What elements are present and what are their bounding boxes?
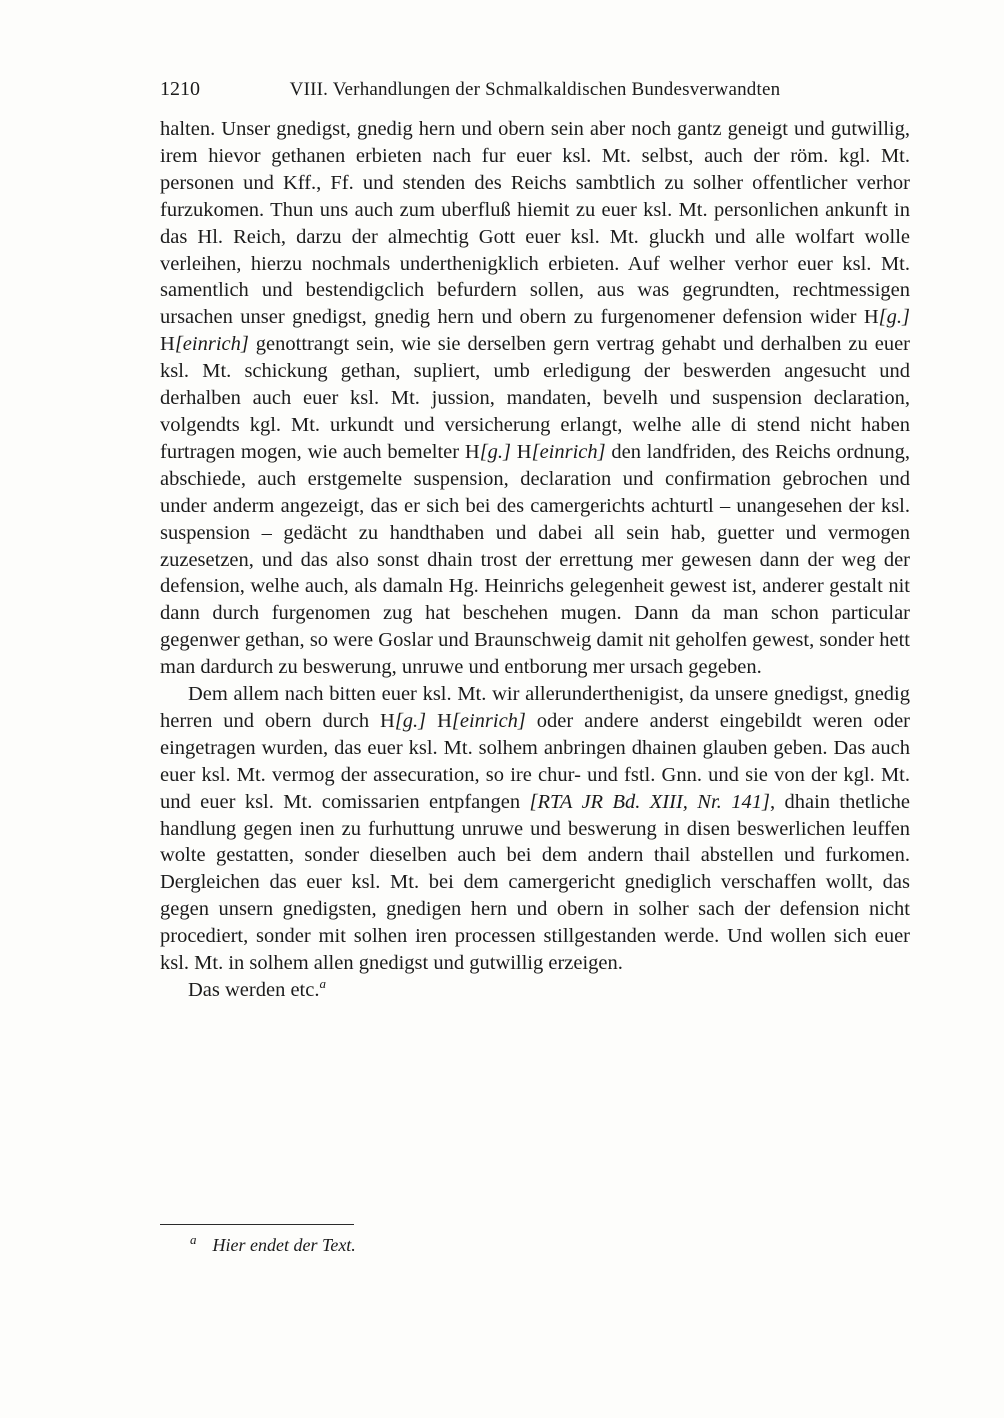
paragraph-1	[160, 116, 910, 681]
footnote-reference: a	[319, 976, 326, 992]
footnote-area	[160, 1224, 910, 1256]
text-run: Das werden etc.	[188, 979, 320, 1001]
text-run: halten. Unser gnedigst, gnedig hern und obern sein aber noch gantz geneigt und gutwillig, irem hievor gethanen erbieten nach fur euer ksl. Mt. selbst, auch der röm. kgl. Mt. personen und Kff., Ff. und stenden des Reichs sambtlich zu solher offentlicher verhor furzukomen. Thun uns auch zum uberfluß hiemit zu euer ksl. Mt. personlichen ankunft in das Hl. Reich, darzu der almechtig Gott euer ksl. Mt. gluckh und alle wolfart wolle verleihen, hierzu nochmals underthenigklich erbieten. Auf welher verhor euer ksl. Mt. samentlich und bestendigclich befurdern sollen, aus was gegrundten, rechtmessigen ursachen unser gnedigst, gnedig hern und obern zu furgenomener defension wider H	[160, 118, 910, 329]
paragraph-2	[160, 681, 910, 977]
italic-run: [einrich]	[174, 333, 249, 356]
text-run: Dem allem nach bitten euer ksl. Mt. wir allerunderthenigist, da unsere gnedigst, gnedig herren und obern durch H	[160, 683, 910, 732]
footnote-marker: a	[190, 1232, 197, 1247]
main-text	[160, 116, 910, 1004]
footnote-separator	[160, 1224, 354, 1225]
page-number: 1210	[160, 78, 200, 100]
paragraph-3	[160, 977, 910, 1004]
text-run: oder andere anderst eingebildt weren oder eingetragen wurden, das euer ksl. Mt. solhem anbringen dhainen glauben geben. Das auch euer ksl. Mt. vermog der assecuration, so ire chur- und fstl. Gnn. und sie von der kgl. Mt. und euer ksl. Mt. comissarien entpfangen	[160, 709, 910, 813]
italic-run: [einrich]	[451, 709, 526, 732]
text-run: genottrangt sein, wie sie derselben gern vertrag gehabt und derhalben zu euer ksl. Mt. schickung gethan, supliert, umb erledigung der beswerden angesucht und derhalben auch euer ksl. Mt. jussion, mandaten, bevelh und suspension declaration, volgendts kgl. Mt. urkundt und versicherung erlangt, welhe alle di stend nicht haben furtragen mogen, wie auch bemelter H	[160, 333, 910, 463]
footnote-text: Hier endet der Text.	[212, 1235, 356, 1255]
text-run: den landfriden, des Reichs ordnung, abschiede, auch erstgemelte suspension, declaration und confirmation gebrochen und under anderm angezeigt, das er sich bei des camergerichts achturtl – unangesehen der ksl. suspension – gedächt zu handthaben und dabei all sein hab, guetter und vermogen zuzesetzen, und das also sonst dhain trost der errettung mer gewesen dann der weg der defension, welhe auch, als damaln Hg. Heinrichs gelegenheit gewest ist, anderer gestalt nit dann durch furgenomen zug hat beschehen mugen. Dann da man schon particular gegenwer gethan, so were Goslar und Braunschweig damit nit geholfen gewest, sonder hett man dardurch zu beswerung, unruwe und entborung mer ursach gegeben.	[160, 440, 911, 679]
text-run: H	[426, 709, 452, 732]
text-run: , dhain thetliche handlung gegen inen zu furhuttung unruwe und beswerung in disen beswerlichen leuffen wolte gestatten, sonder dieselben auch bei dem andern thail abstellen und furkomen. Dergleichen das euer ksl. Mt. bei dem camergericht gnediglich verschaffen wollt, das gegen unsern gnedigsten, gnedigen hern und obern in solher sach der defension nicht procediert, sonder mit solhen iren processen stillgestanden werde. Und wollen sich euer ksl. Mt. in solhem allen gnedigst und gutwillig erzeigen.	[160, 790, 910, 975]
italic-run: [RTA JR Bd. XIII, Nr. 141]	[529, 790, 770, 813]
italic-run: [g.]	[878, 306, 910, 329]
text-run: H	[160, 333, 175, 356]
italic-run: [g.]	[394, 709, 427, 732]
footnote	[160, 1234, 910, 1256]
text-run: H	[511, 440, 532, 463]
italic-run: [g.]	[479, 440, 512, 463]
italic-run: [einrich]	[531, 440, 606, 463]
running-header	[160, 78, 910, 106]
running-title: VIII. Verhandlungen der Schmalkaldischen Bundesverwandten	[289, 79, 781, 100]
